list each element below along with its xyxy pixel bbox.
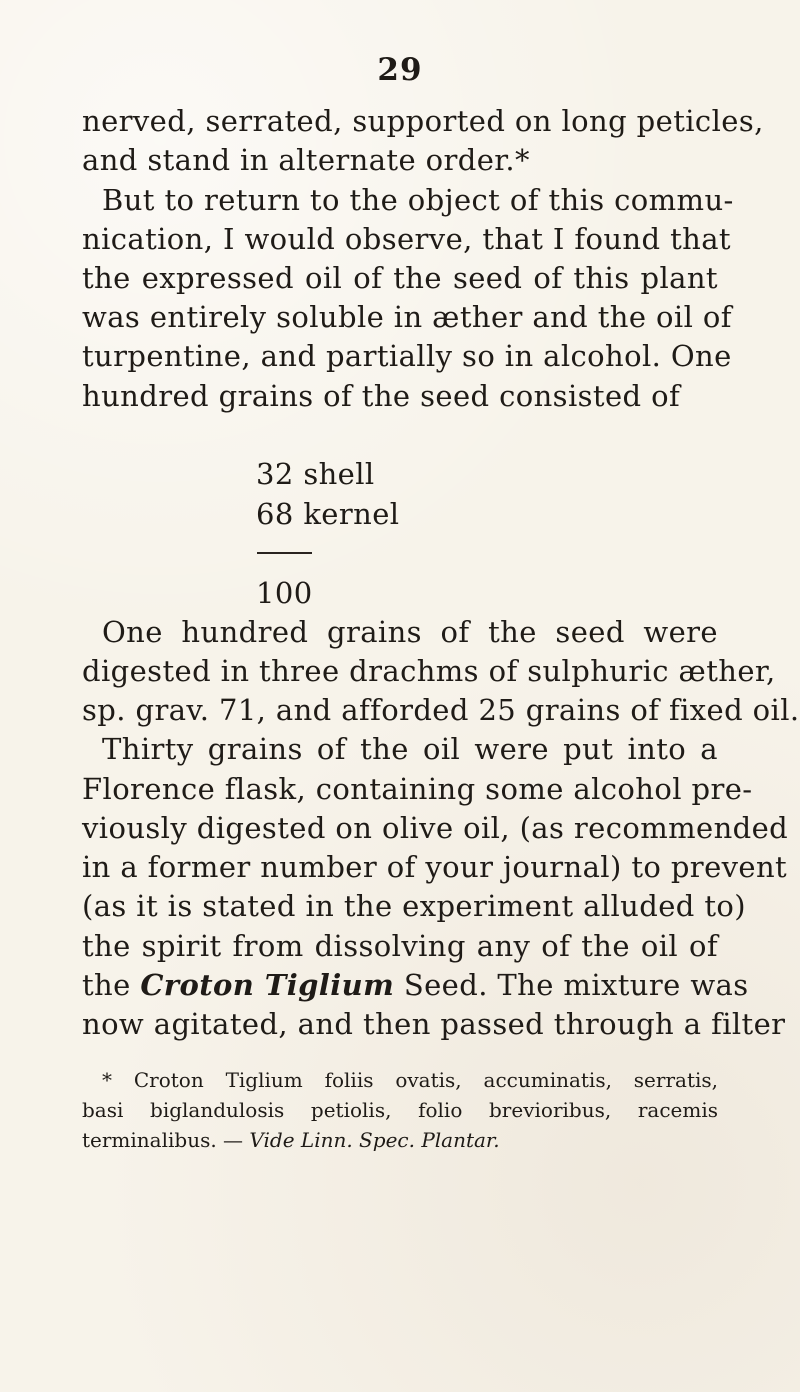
text-line-15: in a former number of your journal) to prevent — [82, 850, 788, 884]
kernel-value-line: 68 kernel — [256, 497, 400, 531]
text-line-5: the expressed oil of the seed of this plant — [82, 261, 718, 295]
text-line-2: and stand in alternate order.* — [82, 143, 530, 177]
text-line-4: nication, I would observe, that I found that — [82, 222, 731, 256]
text-line-13: Florence flask, containing some alcohol pre- — [82, 772, 753, 806]
footnote-line-2: basi biglandulosis petiolis, folio brevioribus, racemis — [82, 1098, 718, 1122]
text-line-1: nerved, serrated, supported on long peticles, — [82, 104, 764, 138]
text-line-18 — [82, 967, 749, 1004]
text-line-12: Thirty grains of the oil were put into a — [102, 732, 718, 766]
sum-rule — [257, 552, 312, 554]
footnote-citation-italic: Vide Linn. Spec. Plantar. — [249, 1128, 500, 1152]
text-line-11: sp. grav. 71, and afforded 25 grains of fixed oil. — [82, 693, 800, 727]
text-line-16: (as it is stated in the experiment alluded to) — [82, 889, 746, 923]
shell-value-line: 32 shell — [256, 457, 375, 491]
text-line-3: But to return to the object of this commu- — [102, 183, 734, 217]
text-line-19: now agitated, and then passed through a filter — [82, 1007, 786, 1041]
text-line-7: turpentine, and partially so in alcohol. One — [82, 339, 732, 373]
croton-tiglium-italic: Croton Tiglium — [140, 968, 395, 1002]
text-line-18-prefix: the — [82, 968, 141, 1002]
text-line-10: digested in three drachms of sulphuric æther, — [82, 654, 776, 688]
footnote-line-3-prefix: terminalibus. — — [82, 1128, 250, 1152]
text-line-18-suffix: Seed. The mixture was — [394, 968, 749, 1002]
footnote-line-1: * Croton Tiglium foliis ovatis, accuminatis, serratis, — [102, 1068, 718, 1092]
total-value-line: 100 — [256, 576, 313, 610]
page-number: 29 — [377, 52, 423, 88]
footnote-line-3 — [82, 1126, 718, 1154]
text-line-14: viously digested on olive oil, (as recommended — [82, 811, 789, 845]
text-line-9: One hundred grains of the seed were — [102, 615, 718, 649]
text-line-17: the spirit from dissolving any of the oil of — [82, 929, 718, 963]
text-line-6: was entirely soluble in æther and the oil of — [82, 300, 732, 334]
text-line-8: hundred grains of the seed consisted of — [82, 379, 681, 413]
